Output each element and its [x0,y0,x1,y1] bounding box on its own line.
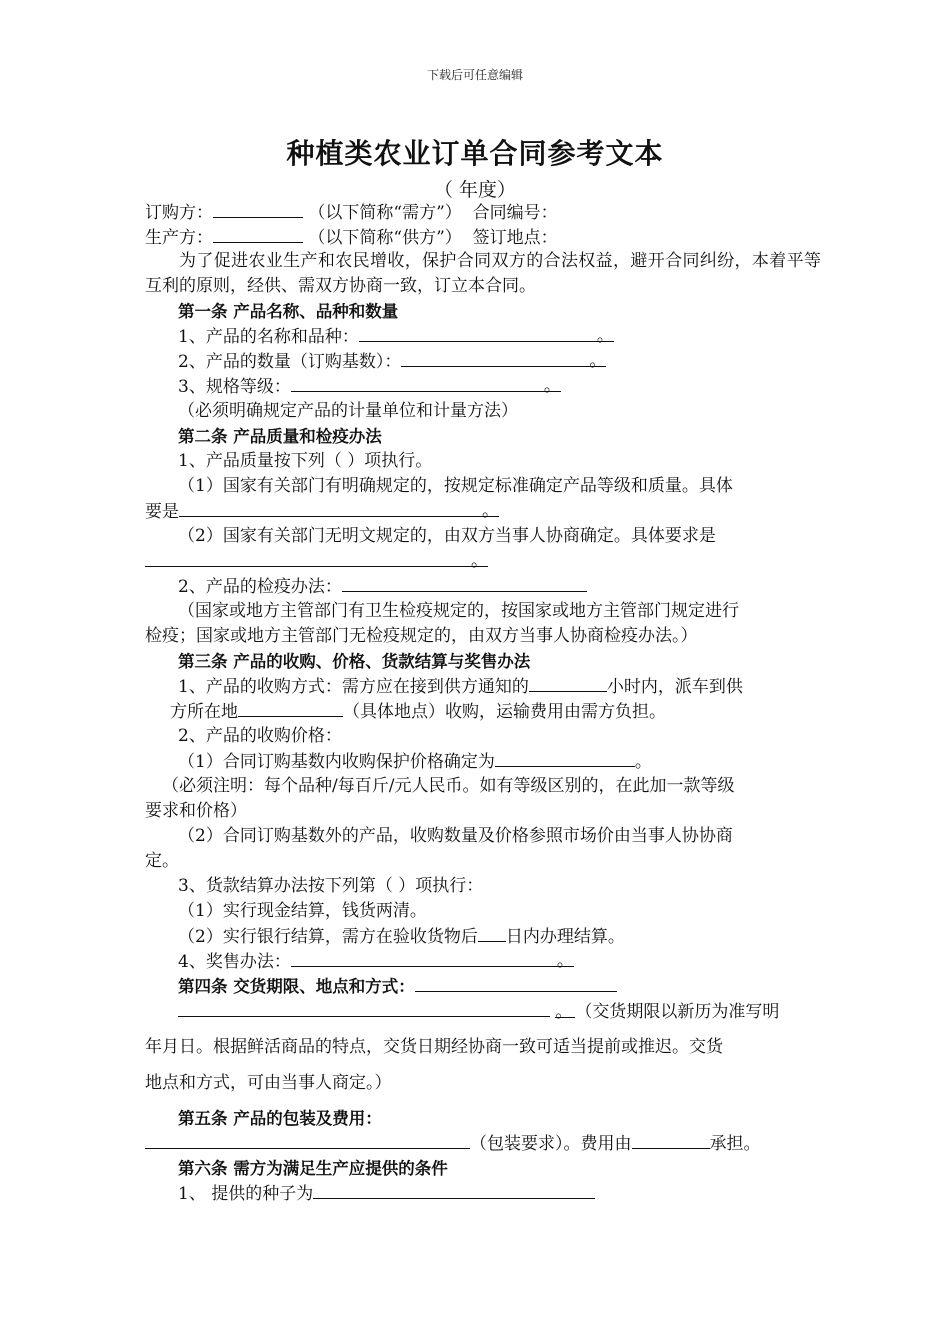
article-2-item-1a: （1）国家有关部门有明确规定的，按规定标准确定产品等级和质量。具体 [178,476,733,496]
article-3-item-2: 2、产品的收购价格： [178,726,342,746]
pickup-location-blank[interactable] [238,699,343,717]
article-3-note-2: 要求和价格） [145,801,247,821]
article-2-item-1b: （2）国家有关部门无明文规定的，由双方当事人协商确定。具体要求是 [178,526,716,546]
header-note: 下载后可任意编辑 [426,68,523,82]
item-label: 3、规格等级： [178,377,291,397]
article-3-item-3-1: （1）实行现金结算，钱货两清。 [178,901,427,921]
article-6-item-1: 1、 提供的种子为 [178,1181,818,1207]
party-seller-note: （以下简称“供方”） [308,228,462,248]
cost-bearer-blank[interactable] [632,1131,710,1149]
article-3-item-1: 1、产品的收购方式：需方应在接到供方通知的 小时内，派车到供 [178,674,818,700]
party-buyer-blank[interactable] [213,200,303,218]
article-4-note-a: 。 （交货期限以新历为准写明 [178,999,818,1025]
document-title: 种植类农业订单合同参考文本 [286,137,664,170]
article-3-title: 第三条 产品的收购、价格、货款结算与奖售办法 [178,652,531,671]
article-5-title: 第五条 产品的包装及费用： [178,1109,382,1128]
party-seller-line [145,225,815,251]
party-seller-blank[interactable] [213,225,303,243]
party-buyer-note: （以下简称“需方”） [308,203,462,223]
delivery-blank-1[interactable] [415,974,617,992]
notice-hours-blank[interactable] [529,674,607,692]
article-3-item-2-2-cont: 定。 [145,851,179,871]
contract-no-label: 合同编号： [472,203,558,223]
product-quantity-blank[interactable]: 。 [401,349,606,367]
article-2-item-1b-cont [145,549,815,575]
article-1-item-2 [178,349,818,375]
article-5-line: （包装要求）。费用由 承担。 [145,1131,815,1157]
delivery-blank-3: 。 [555,1000,575,1018]
quality-requirement-blank[interactable]: 。 [179,499,499,517]
negotiated-requirement-blank[interactable]: 。 [145,549,488,567]
article-3-item-3-2: （2）实行银行结算，需方在验收货物后 日内办理结算。 [178,924,818,950]
article-3-item-2-2: （2）合同订购基数外的产品，收购数量及价格参照市场价由当事人协协商 [178,826,733,846]
article-2-item-2: 2、产品的检疫办法： [178,574,818,600]
article-1-note: （必须明确规定产品的计量单位和计量方法） [178,401,518,421]
settlement-days-blank[interactable] [478,924,506,942]
protection-price-blank[interactable] [495,749,635,767]
article-3-item-1-cont: 方所在地 （具体地点）收购，运输费用由需方负担。 [170,699,840,725]
party-seller-label: 生产方： [145,228,213,248]
party-buyer-label: 订购方： [145,203,213,223]
article-4-title: 第四条 交货期限、地点和方式： [178,977,415,996]
product-name-blank[interactable]: 。 [359,324,614,342]
quarantine-method-blank[interactable] [342,574,587,592]
article-4-note-c: 地点和方式，可由当事人商定。） [145,1073,392,1093]
item-label: 1、产品的名称和品种： [178,327,359,347]
article-3-note-1: （必须注明：每个品种/每百斤/元人民币。如有等级区别的，在此加一款等级 [162,776,735,796]
article-3-item-4: 4、奖售办法： 。 [178,951,574,972]
article-1-item-1 [178,324,818,350]
preamble: 为了促进农业生产和农民增收，保护合同双方的合法权益，避开合同纠纷，本着平等互利的原则，经供、需双方协商一致，订立本合同。 [145,251,821,296]
item-label: 2、产品的数量（订购基数）： [178,352,402,372]
article-2-note-1: （国家或地方主管部门有卫生检疫规定的，按国家或地方主管部门规定进行 [178,601,739,621]
seed-blank[interactable] [313,1181,595,1199]
article-1-title: 第一条 产品名称、品种和数量 [178,302,399,321]
sign-place-label: 签订地点： [472,228,558,248]
article-2-item-1: 1、产品质量按下列（ ）项执行。 [178,451,433,471]
article-6-title: 第六条 需方为满足生产应提供的条件 [178,1159,448,1178]
reward-method-blank[interactable]: 。 [291,949,574,967]
article-4-note-b: 年月日。根据鲜活商品的特点，交货日期经协商一致可适当提前或推迟。交货 [145,1037,723,1057]
packaging-blank[interactable] [145,1131,470,1149]
article-3-item-3: 3、货款结算办法按下列第（ ）项执行： [178,876,484,896]
article-2-title: 第二条 产品质量和检疫办法 [178,427,382,446]
grade-blank[interactable]: 。 [291,374,561,392]
article-2-note-2: 检疫；国家或地方主管部门无检疫规定的，由双方当事人协商检疫办法。） [145,626,698,646]
delivery-blank-2[interactable] [178,999,550,1017]
article-3-item-2-1: （1）合同订购基数内收购保护价格确定为 。 [178,749,818,775]
article-2-item-1a-cont: 要是 。 [145,501,499,522]
article-1-item-3 [178,374,818,400]
article-4-title-line [178,974,818,1000]
party-buyer-line [145,200,815,226]
document-subtitle: （ 年度） [433,179,517,201]
